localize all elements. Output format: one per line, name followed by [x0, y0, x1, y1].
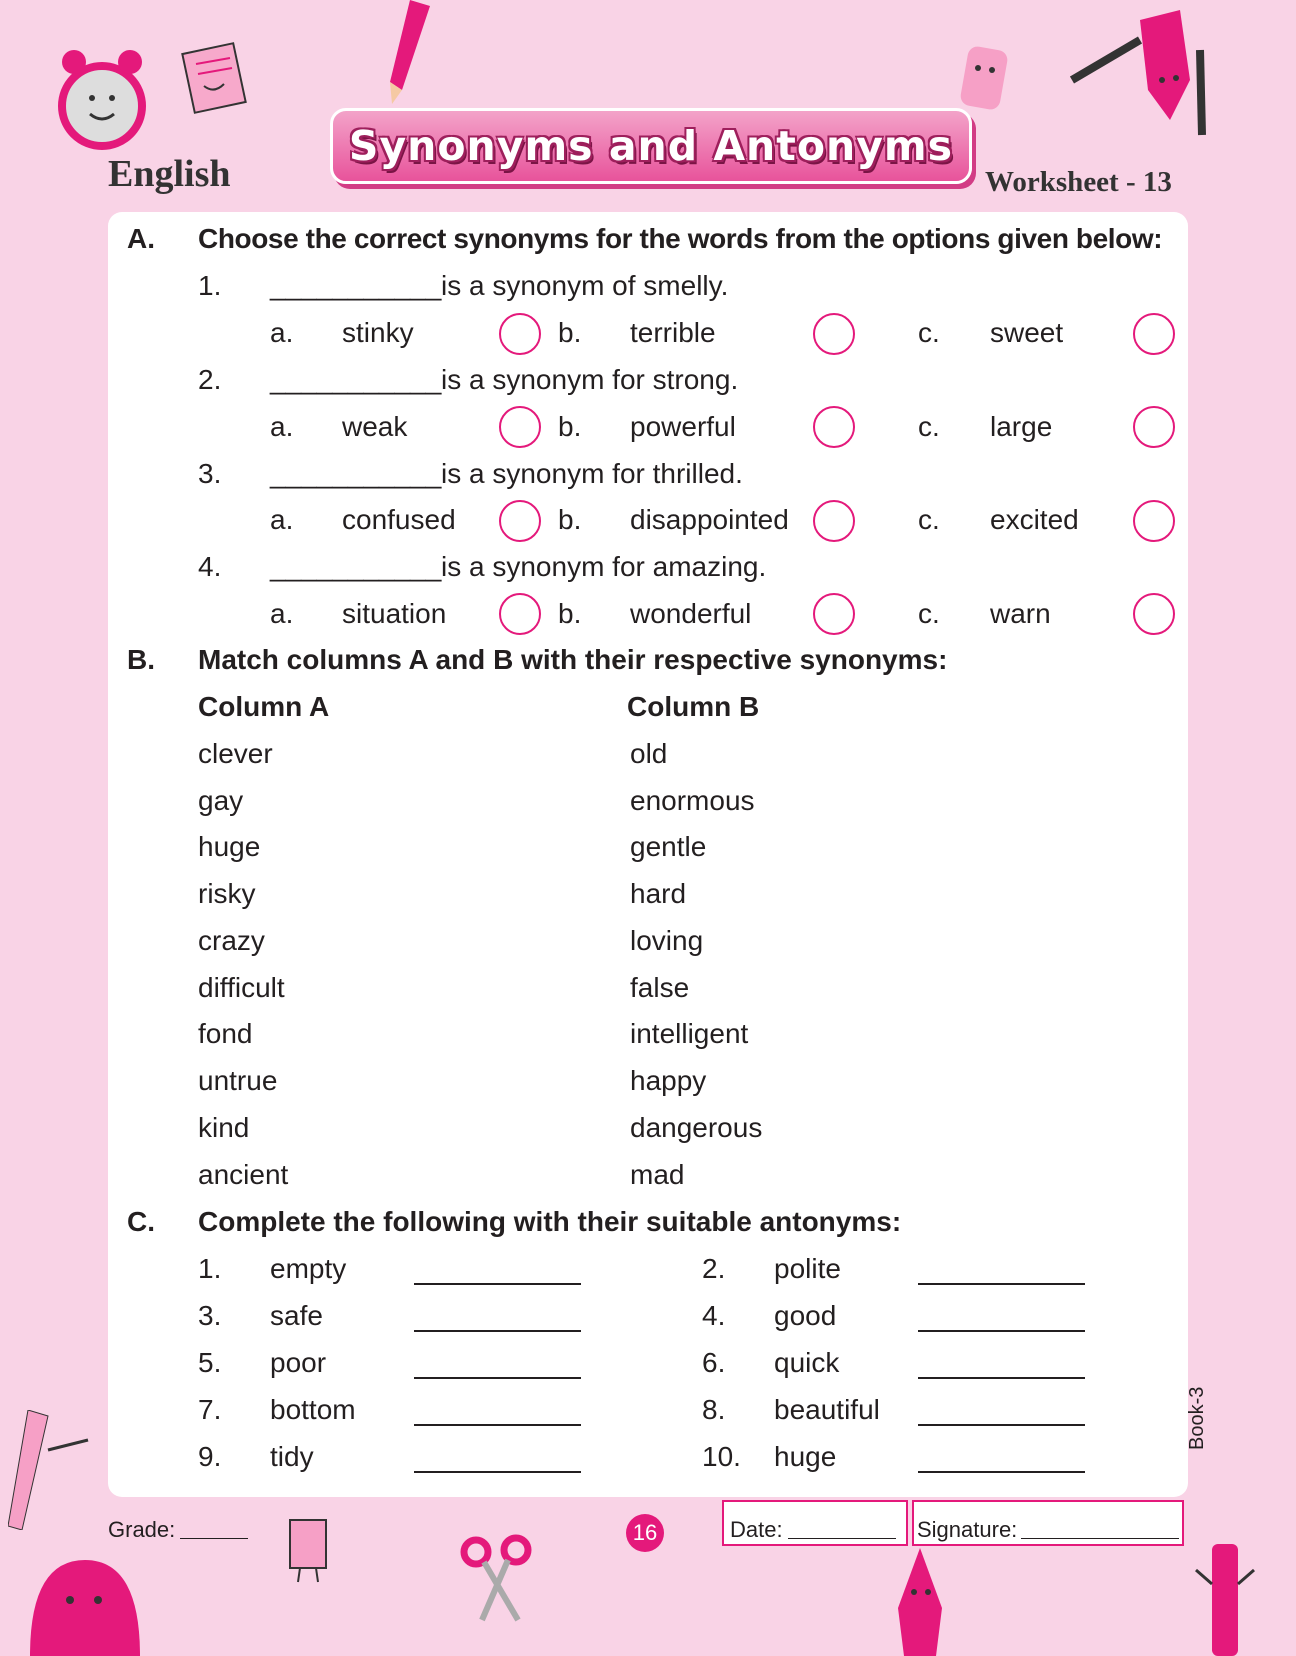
answer-blank[interactable]: ___________ [270, 364, 442, 395]
antonym-blank[interactable] [414, 1471, 581, 1473]
pencil-character-icon [1070, 10, 1220, 140]
option-a-circle[interactable] [499, 313, 541, 355]
crayon-character-icon [880, 1548, 960, 1656]
option-c-circle[interactable] [1133, 313, 1175, 355]
option-letter: a. [270, 411, 294, 442]
question-text: is a synonym of smelly. [441, 270, 729, 301]
column-b-item: happy [630, 1065, 707, 1096]
column-b-item: enormous [630, 785, 755, 816]
column-a-item: gay [198, 785, 244, 816]
question-number: 2. [198, 364, 222, 395]
antonym-word: good [774, 1300, 837, 1331]
option-word: disappointed [630, 504, 789, 535]
notepad-icon [176, 40, 256, 120]
option-a-circle[interactable] [499, 500, 541, 542]
option-word: sweet [990, 317, 1064, 348]
option-word: confused [342, 504, 456, 535]
antonym-blank[interactable] [918, 1330, 1085, 1332]
antonym-number: 3. [198, 1300, 222, 1331]
answer-blank[interactable]: ___________ [270, 270, 442, 301]
antonym-word: quick [774, 1347, 840, 1378]
option-letter: c. [918, 317, 940, 348]
option-letter: c. [918, 504, 940, 535]
column-a-item: kind [198, 1112, 250, 1143]
antonym-blank[interactable] [918, 1471, 1085, 1473]
signature-label: Signature: [917, 1517, 1018, 1542]
antonym-number: 1. [198, 1253, 222, 1284]
option-word: excited [990, 504, 1079, 535]
option-letter: a. [270, 598, 294, 629]
option-c-circle[interactable] [1133, 500, 1175, 542]
antonym-number: 10. [702, 1441, 741, 1472]
column-b-item: false [630, 972, 690, 1003]
column-b-item: gentle [630, 831, 707, 862]
question-text: is a synonym for amazing. [441, 551, 767, 582]
option-word: wonderful [630, 598, 752, 629]
option-word: terrible [630, 317, 716, 348]
option-c-circle[interactable] [1133, 593, 1175, 635]
question-text: is a synonym for strong. [441, 364, 739, 395]
column-b-item: loving [630, 925, 704, 956]
antonym-blank[interactable] [414, 1330, 581, 1332]
option-b-circle[interactable] [813, 313, 855, 355]
scissors-icon [458, 1534, 538, 1624]
antonym-number: 9. [198, 1441, 222, 1472]
column-b-item: hard [630, 878, 687, 909]
column-a-item: risky [198, 878, 256, 909]
option-letter: a. [270, 504, 294, 535]
column-a-item: difficult [198, 972, 285, 1003]
option-letter: b. [558, 411, 582, 442]
question-number: 4. [198, 551, 222, 582]
book-label: Book-3 [1186, 1386, 1208, 1450]
option-letter: c. [918, 598, 940, 629]
date-blank[interactable] [788, 1538, 896, 1539]
column-b-item: dangerous [630, 1112, 763, 1143]
antonym-word: poor [270, 1347, 327, 1378]
antonym-blank[interactable] [918, 1283, 1085, 1285]
antonym-blank[interactable] [918, 1377, 1085, 1379]
option-word: large [990, 411, 1053, 442]
section-c-instruction: Complete the following with their suitable antonyms: [198, 1206, 902, 1237]
sharpener-icon [280, 1516, 340, 1586]
subject-label: English [108, 153, 231, 195]
column-a-item: huge [198, 831, 261, 862]
question-number: 3. [198, 458, 222, 489]
answer-blank[interactable]: ___________ [270, 551, 442, 582]
section-b-letter: B. [127, 644, 155, 675]
grade-label: Grade: [108, 1517, 176, 1542]
question-number: 1. [198, 270, 222, 301]
column-b-item: intelligent [630, 1018, 749, 1049]
section-c-letter: C. [127, 1206, 155, 1237]
antonym-word: safe [270, 1300, 323, 1331]
question-text: is a synonym for thrilled. [441, 458, 743, 489]
option-letter: b. [558, 504, 582, 535]
antonym-word: empty [270, 1253, 347, 1284]
column-a-item: crazy [198, 925, 265, 956]
antonym-blank[interactable] [918, 1424, 1085, 1426]
section-b-instruction: Match columns A and B with their respective synonyms: [198, 644, 948, 675]
option-letter: b. [558, 317, 582, 348]
answer-blank[interactable]: ___________ [270, 458, 442, 489]
option-b-circle[interactable] [813, 500, 855, 542]
grade-blank[interactable] [180, 1538, 248, 1539]
column-a-item: ancient [198, 1159, 289, 1190]
option-letter: b. [558, 598, 582, 629]
option-word: powerful [630, 411, 736, 442]
column-b-header: Column B [627, 691, 760, 722]
antonym-blank[interactable] [414, 1283, 581, 1285]
antonym-number: 8. [702, 1394, 726, 1425]
pencil-icon [380, 0, 450, 110]
section-a-instruction: Choose the correct synonyms for the words from the options given below: [198, 223, 1163, 254]
backpack-icon [20, 1530, 150, 1656]
ruler-character-icon [8, 1410, 98, 1530]
date-label: Date: [730, 1517, 783, 1542]
section-a-letter: A. [127, 223, 155, 254]
antonym-word: polite [774, 1253, 841, 1284]
column-a-item: clever [198, 738, 273, 769]
option-b-circle[interactable] [813, 406, 855, 448]
option-word: stinky [342, 317, 414, 348]
column-b-item: mad [630, 1159, 685, 1190]
column-b-item: old [630, 738, 668, 769]
antonym-number: 6. [702, 1347, 726, 1378]
alarm-clock-icon [52, 42, 152, 162]
option-word: weak [342, 411, 408, 442]
worksheet-number: Worksheet - 13 [985, 166, 1172, 198]
option-letter: c. [918, 411, 940, 442]
pen-character-icon [1186, 1540, 1266, 1656]
option-a-circle[interactable] [499, 406, 541, 448]
antonym-word: bottom [270, 1394, 356, 1425]
title-banner [330, 108, 972, 184]
option-word: warn [990, 598, 1051, 629]
antonym-word: huge [774, 1441, 837, 1472]
antonym-number: 7. [198, 1394, 222, 1425]
option-word: situation [342, 598, 447, 629]
option-b-circle[interactable] [813, 593, 855, 635]
page-number: 16 [626, 1514, 664, 1552]
column-a-item: untrue [198, 1065, 278, 1096]
column-a-item: fond [198, 1018, 253, 1049]
antonym-blank[interactable] [414, 1424, 581, 1426]
antonym-word: tidy [270, 1441, 314, 1472]
signature-blank[interactable] [1021, 1538, 1179, 1539]
antonym-number: 5. [198, 1347, 222, 1378]
option-letter: a. [270, 317, 294, 348]
page-title: Synonyms and Antonyms [348, 122, 954, 170]
option-c-circle[interactable] [1133, 406, 1175, 448]
column-a-header: Column A [198, 691, 330, 722]
option-a-circle[interactable] [499, 593, 541, 635]
antonym-number: 4. [702, 1300, 726, 1331]
antonym-word: beautiful [774, 1394, 880, 1425]
antonym-blank[interactable] [414, 1377, 581, 1379]
antonym-number: 2. [702, 1253, 726, 1284]
